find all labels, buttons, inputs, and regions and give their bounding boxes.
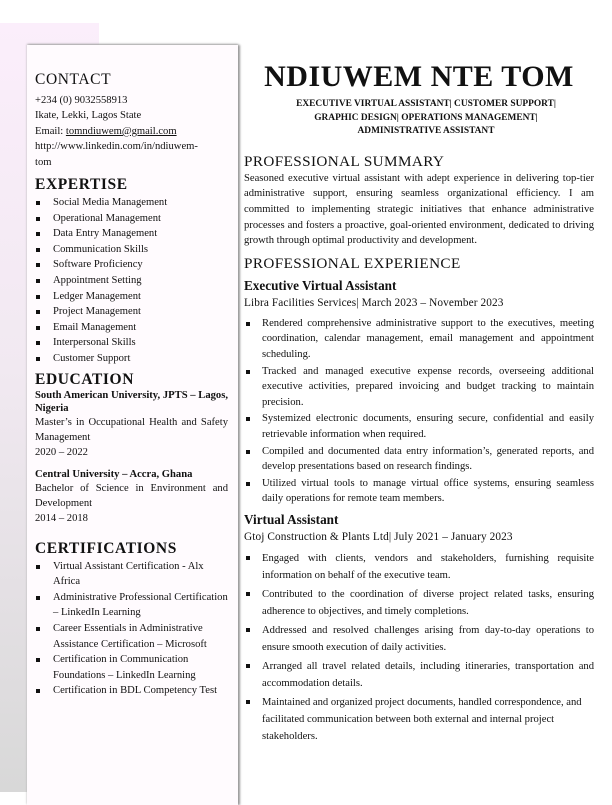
sidebar [27, 45, 238, 805]
certifications-heading: CERTIFICATIONS [35, 539, 177, 557]
list-item: Compiled and documented data entry information’s, generated reports, and develop presentations based on research findings. [244, 444, 594, 475]
degree: Master’s in Occupational Health and Safety Management [35, 416, 228, 443]
job-entry [244, 511, 594, 745]
summary-section [244, 153, 594, 249]
list-item: Certification in Communication Foundations – LinkedIn Learning [35, 652, 228, 683]
list-item: Virtual Assistant Certification - Alx Africa [35, 559, 228, 590]
list-item: Tracked and managed executive expense records, overseeing additional executive activities, prepared invoicing and budget tracking to maintain precision. [244, 364, 594, 411]
linkedin-line-2: tom [35, 156, 52, 168]
education-entry [35, 468, 228, 526]
list-item: Systemized electronic documents, ensuring secure, confidential and easily retrievable information when required. [244, 411, 594, 442]
list-item: Administrative Professional Certification – LinkedIn Learning [35, 590, 228, 621]
years: 2014 – 2018 [35, 512, 88, 524]
certifications-list [35, 559, 228, 699]
address: Ikate, Lekki, Lagos State [35, 110, 142, 122]
job-company-dates: Libra Facilities Services| March 2023 – November 2023 [244, 296, 504, 309]
job-title: Executive Virtual Assistant [244, 277, 397, 293]
headline-line-3: ADMINISTRATIVE ASSISTANT [357, 126, 495, 137]
job-bullets [244, 316, 594, 507]
candidate-name: NDIUWEM NTE TOM [264, 60, 574, 93]
list-item: Utilized virtual tools to manage virtual office systems, ensuring seamless daily operations for remote team members. [244, 476, 594, 507]
list-item: Social Media Management [35, 195, 228, 211]
list-item: Software Proficiency [35, 257, 228, 273]
school-name: South American University, JPTS – Lagos, Nigeria [35, 389, 228, 414]
list-item: Rendered comprehensive administrative support to the executives, meeting coordination, calendar management, email management and appointment scheduling. [244, 316, 594, 363]
job-title: Virtual Assistant [244, 511, 339, 527]
list-item: Ledger Management [35, 289, 228, 305]
job-entry [244, 277, 594, 507]
list-item: Interpersonal Skills [35, 335, 228, 351]
list-item: Operational Management [35, 211, 228, 227]
education-entry [35, 389, 228, 460]
email-line [35, 124, 228, 139]
list-item: Project Management [35, 304, 228, 320]
list-item: Certification in BDL Competency Test [35, 683, 228, 699]
expertise-heading: EXPERTISE [35, 176, 128, 194]
list-item: Contributed to the coordination of diverse project related tasks, ensuring adherence to objectives, and timely completions. [244, 586, 594, 620]
linkedin-line-1: http://www.linkedin.com/in/ndiuwem- [35, 141, 198, 153]
list-item: Data Entry Management [35, 226, 228, 242]
contact-section [35, 71, 228, 170]
list-item: Maintained and organized project documents, handled correspondence, and facilitated communication between both external and internal project stakeholders. [244, 694, 594, 745]
list-item: Arranged all travel related details, including itineraries, transportation and accommodation details. [244, 658, 594, 692]
phone: +234 (0) 9032558913 [35, 95, 128, 106]
email-link[interactable]: tomndiuwem@gmail.com [65, 125, 177, 137]
degree: Bachelor of Science in Environment and Development [35, 482, 228, 509]
list-item: Appointment Setting [35, 273, 228, 289]
main-content [244, 60, 594, 747]
email-label: Email: [35, 125, 66, 137]
experience-section [244, 255, 594, 745]
expertise-list [35, 195, 228, 367]
headline [258, 98, 594, 139]
certifications-section [35, 540, 228, 699]
experience-heading: PROFESSIONAL EXPERIENCE [244, 254, 461, 272]
list-item: Career Essentials in Administrative Assistance Certification – Microsoft [35, 621, 228, 652]
education-section [35, 371, 228, 526]
years: 2020 – 2022 [35, 446, 88, 458]
list-item: Engaged with clients, vendors and stakeholders, furnishing requisite information on behalf of the executive team. [244, 550, 594, 584]
headline-line-1: EXECUTIVE VIRTUAL ASSISTANT| CUSTOMER SUPPORT| [296, 99, 556, 109]
job-bullets [244, 550, 594, 745]
linkedin-link[interactable] [35, 139, 228, 170]
expertise-section [35, 176, 228, 367]
headline-line-2: GRAPHIC DESIGN| OPERATIONS MANAGEMENT| [314, 112, 538, 123]
list-item: Email Management [35, 320, 228, 336]
school-name: Central University – Accra, Ghana [35, 468, 193, 480]
job-company-dates: Gtoj Construction & Plants Ltd| July 2021 – January 2023 [244, 530, 513, 543]
education-heading: EDUCATION [35, 370, 134, 388]
contact-heading: CONTACT [35, 71, 112, 88]
list-item: Customer Support [35, 351, 228, 367]
summary-heading: PROFESSIONAL SUMMARY [244, 152, 445, 170]
summary-text: Seasoned executive virtual assistant with adept experience in delivering top-tier administrative support, ensuring seamless organizational efficiency. I am committed to implementing strategic initiatives that enhance administrative processes and fosters a proactive, goal-oriented environment, dedicated to driving growth through optimal productivity and development. [244, 172, 594, 247]
list-item: Addressed and resolved challenges arising from day-to-day operations to ensure smooth execution of daily activities. [244, 622, 594, 656]
list-item: Communication Skills [35, 242, 228, 258]
